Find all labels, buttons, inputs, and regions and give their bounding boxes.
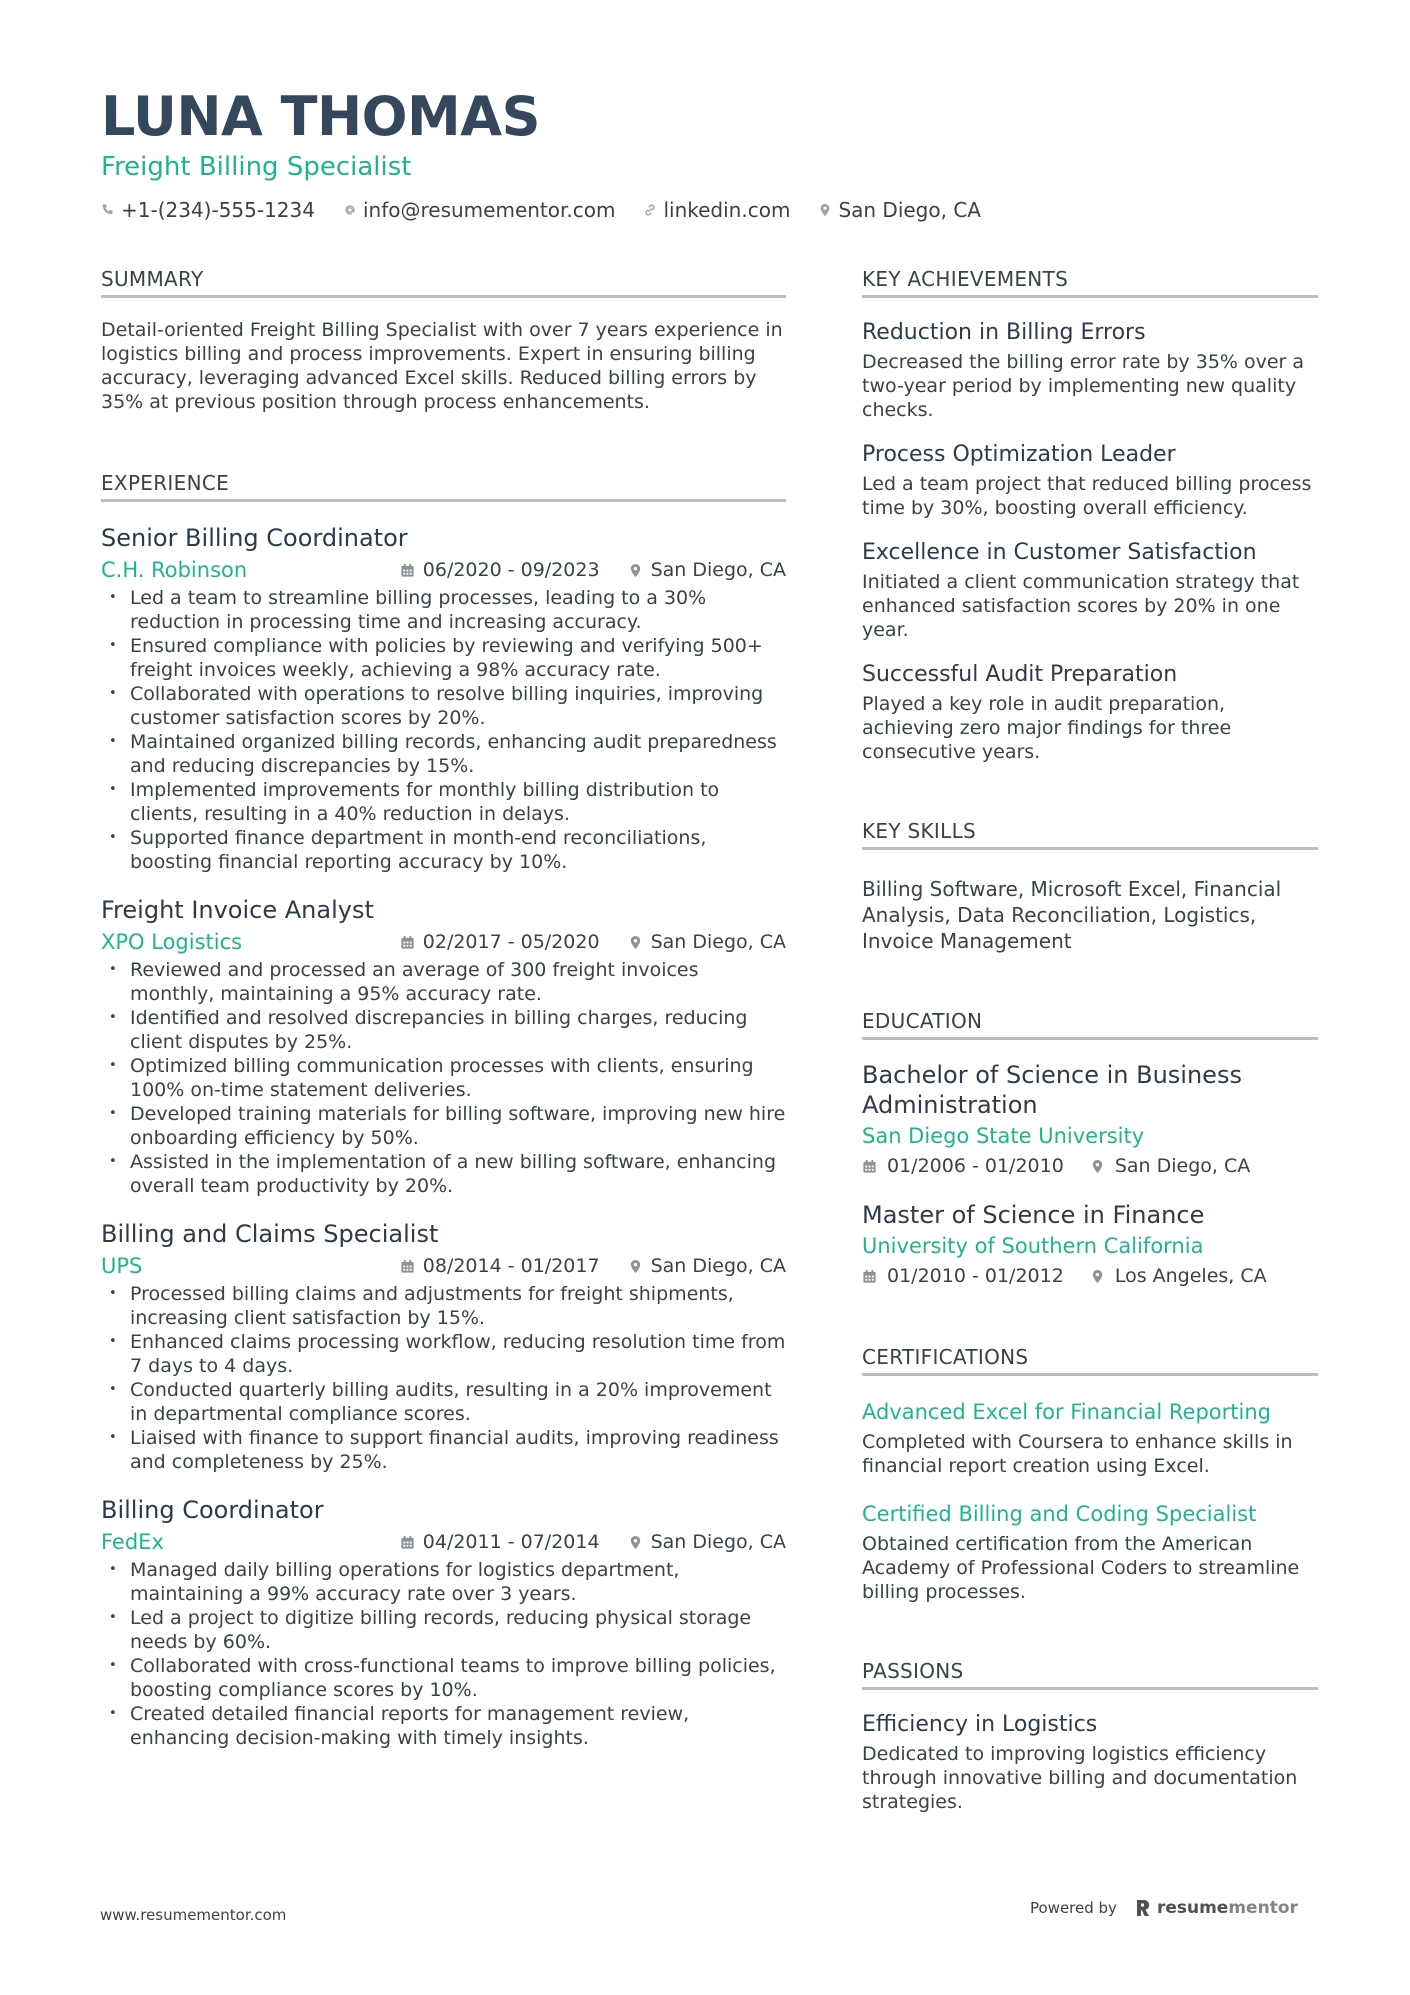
- list-item: • Managed daily billing operations for logistics department, maintaining a 99% accuracy rate over 3 years.: [101, 1558, 786, 1606]
- list-item: • Optimized billing communication processes with clients, ensuring 100% on-time statement deliveries.: [101, 1054, 786, 1102]
- list-item: • Supported finance department in month-end reconciliations, boosting financial reporting accuracy by 10%.: [101, 826, 786, 874]
- experience-heading: EXPERIENCE: [101, 470, 786, 502]
- certification-title: Certified Billing and Coding Specialist: [862, 1502, 1257, 1526]
- job-company: FedEx: [101, 1530, 164, 1554]
- location-pin-icon: [1090, 1159, 1105, 1174]
- job-title: Senior Billing Coordinator: [101, 524, 408, 552]
- job-bullets: [101, 586, 786, 874]
- contact-linkedin[interactable]: [643, 196, 790, 224]
- job-title: Billing Coordinator: [101, 1496, 324, 1524]
- contact-email[interactable]: [343, 196, 615, 224]
- job-dates: [400, 1252, 600, 1280]
- job-title: Freight Invoice Analyst: [101, 896, 374, 924]
- resumementor-logo-icon: [1135, 1899, 1151, 1917]
- achievements-heading: KEY ACHIEVEMENTS: [862, 266, 1318, 298]
- location-pin-icon: [628, 1535, 643, 1550]
- skills-text: Billing Software, Microsoft Excel, Financial Analysis, Data Reconciliation, Logistics, Invoice Management: [862, 877, 1282, 953]
- job-location: [628, 928, 786, 956]
- job-location: [628, 556, 786, 584]
- job-entry: [101, 1494, 786, 1750]
- job-location-text: San Diego, CA: [650, 1255, 786, 1277]
- candidate-name: LUNA THOMAS: [101, 85, 540, 148]
- education-degree: Bachelor of Science in Business Administration: [862, 1061, 1242, 1119]
- certifications-section: [862, 1344, 1318, 1604]
- phone-icon: [101, 203, 115, 217]
- job-meta: [101, 1528, 786, 1556]
- summary-text: Detail-oriented Freight Billing Specialist with over 7 years experience in logistics billing and process improvements. Expert in ensuring billing accuracy, leveraging advanced Excel skills. Reduced billing errors by 35% at previous position through process enhancements.: [101, 319, 783, 413]
- job-bullets: [101, 1558, 786, 1750]
- job-location: [628, 1528, 786, 1556]
- job-location-text: San Diego, CA: [650, 931, 786, 953]
- location-pin-icon: [1090, 1269, 1105, 1284]
- job-dates-text: 04/2011 - 07/2014: [422, 1531, 600, 1553]
- education-item: [862, 1200, 1318, 1290]
- job-entry: [101, 522, 786, 874]
- certification-desc: Completed with Coursera to enhance skills in financial report creation using Excel.: [862, 1431, 1293, 1477]
- location-pin-icon: [818, 203, 832, 217]
- education-dates: [862, 1262, 1064, 1290]
- location-pin-icon: [628, 1259, 643, 1274]
- list-item: • Assisted in the implementation of a new billing software, enhancing overall team productivity by 20%.: [101, 1150, 786, 1198]
- footer-branding: [1030, 1898, 1298, 1918]
- job-company: XPO Logistics: [101, 930, 243, 954]
- education-location-text: San Diego, CA: [1114, 1155, 1251, 1177]
- calendar-icon: [862, 1159, 877, 1174]
- education-meta: [862, 1152, 1318, 1180]
- list-item: • Collaborated with operations to resolve billing inquiries, improving customer satisfaction scores by 20%.: [101, 682, 786, 730]
- achievement-desc: Led a team project that reduced billing process time by 30%, boosting overall efficiency.: [862, 473, 1312, 519]
- list-item: • Led a project to digitize billing records, reducing physical storage needs by 60%.: [101, 1606, 786, 1654]
- job-dates-text: 08/2014 - 01/2017: [422, 1255, 600, 1277]
- skills-section: [862, 818, 1318, 954]
- list-item: • Ensured compliance with policies by reviewing and verifying 500+ freight invoices weekly, achieving a 98% accuracy rate.: [101, 634, 786, 682]
- certifications-heading: CERTIFICATIONS: [862, 1344, 1318, 1376]
- list-item: • Implemented improvements for monthly billing distribution to clients, resulting in a 40% reduction in delays.: [101, 778, 786, 826]
- link-icon: [643, 203, 657, 217]
- job-location: [628, 1252, 786, 1280]
- passions-section: [862, 1658, 1318, 1814]
- calendar-icon: [400, 935, 415, 950]
- education-dates-text: 01/2010 - 01/2012: [887, 1265, 1064, 1287]
- achievement-desc: Decreased the billing error rate by 35% over a two-year period by implementing new quality checks.: [862, 351, 1305, 421]
- list-item: • Led a team to streamline billing processes, leading to a 30% reduction in processing time and increasing accuracy.: [101, 586, 786, 634]
- job-meta: [101, 556, 786, 584]
- education-location: [1090, 1152, 1250, 1180]
- job-dates-text: 02/2017 - 05/2020: [422, 931, 600, 953]
- right-column: [862, 266, 1318, 1814]
- achievement-item: [862, 440, 1318, 520]
- calendar-icon: [400, 1535, 415, 1550]
- education-dates-text: 01/2006 - 01/2010: [887, 1155, 1064, 1177]
- list-item: • Liaised with finance to support financial audits, improving readiness and completeness by 25%.: [101, 1426, 786, 1474]
- education-section: [862, 1008, 1318, 1290]
- linkedin-text: linkedin.com: [663, 198, 791, 222]
- location-pin-icon: [628, 563, 643, 578]
- powered-by-text: Powered by: [1030, 1899, 1117, 1917]
- education-location: [1090, 1262, 1267, 1290]
- education-degree: Master of Science in Finance: [862, 1201, 1205, 1229]
- brand-logo[interactable]: [1135, 1898, 1298, 1918]
- calendar-icon: [400, 563, 415, 578]
- passion-title: Efficiency in Logistics: [862, 1712, 1098, 1737]
- job-meta: [101, 928, 786, 956]
- location-text: San Diego, CA: [838, 198, 981, 222]
- education-item: [862, 1060, 1318, 1180]
- certification-title: Advanced Excel for Financial Reporting: [862, 1400, 1271, 1424]
- passion-desc: Dedicated to improving logistics efficiency through innovative billing and documentation strategies.: [862, 1743, 1298, 1813]
- job-location-text: San Diego, CA: [650, 1531, 786, 1553]
- achievement-title: Successful Audit Preparation: [862, 662, 1178, 687]
- summary-heading: SUMMARY: [101, 266, 786, 298]
- resume-header: [101, 84, 1321, 224]
- list-item: • Enhanced claims processing workflow, reducing resolution time from 7 days to 4 days.: [101, 1330, 786, 1378]
- passions-heading: PASSIONS: [862, 1658, 1318, 1690]
- phone-text: +1-(234)-555-1234: [121, 198, 315, 222]
- location-pin-icon: [628, 935, 643, 950]
- achievement-item: [862, 538, 1318, 642]
- achievement-title: Excellence in Customer Satisfaction: [862, 540, 1257, 565]
- education-heading: EDUCATION: [862, 1008, 1318, 1040]
- job-dates: [400, 928, 600, 956]
- job-title: Billing and Claims Specialist: [101, 1220, 439, 1248]
- summary-section: [101, 266, 786, 414]
- achievement-item: [862, 318, 1318, 422]
- job-bullets: [101, 1282, 786, 1474]
- list-item: • Maintained organized billing records, enhancing audit preparedness and reducing discrepancies by 15%.: [101, 730, 786, 778]
- email-text: info@resumementor.com: [362, 198, 616, 222]
- list-item: • Collaborated with cross-functional teams to improve billing policies, boosting compliance scores by 10%.: [101, 1654, 786, 1702]
- footer-website[interactable]: www.resumementor.com: [100, 1906, 287, 1924]
- list-item: • Processed billing claims and adjustments for freight shipments, increasing client satisfaction by 15%.: [101, 1282, 786, 1330]
- achievements-section: [862, 266, 1318, 764]
- contact-row: [101, 196, 1321, 224]
- job-dates: [400, 556, 600, 584]
- calendar-icon: [400, 1259, 415, 1274]
- job-location-text: San Diego, CA: [650, 559, 786, 581]
- at-icon: [343, 203, 357, 217]
- contact-location: [818, 196, 981, 224]
- job-dates-text: 06/2020 - 09/2023: [422, 559, 600, 581]
- achievement-title: Reduction in Billing Errors: [862, 320, 1146, 345]
- passion-item: [862, 1710, 1318, 1814]
- education-school: University of Southern California: [862, 1234, 1204, 1258]
- contact-phone: [101, 196, 315, 224]
- left-column: [101, 266, 786, 1750]
- experience-section: [101, 470, 786, 1750]
- brand-name-b: mentor: [1228, 1898, 1298, 1918]
- achievement-item: [862, 660, 1318, 764]
- achievement-desc: Initiated a client communication strategy that enhanced satisfaction scores by 20% in one year.: [862, 571, 1300, 641]
- education-dates: [862, 1152, 1064, 1180]
- certification-item: [862, 1398, 1318, 1478]
- achievement-desc: Played a key role in audit preparation, achieving zero major findings for three consecutive years.: [862, 693, 1232, 763]
- job-entry: [101, 894, 786, 1198]
- education-location-text: Los Angeles, CA: [1114, 1265, 1267, 1287]
- calendar-icon: [862, 1269, 877, 1284]
- candidate-title: Freight Billing Specialist: [101, 152, 412, 182]
- list-item: • Reviewed and processed an average of 300 freight invoices monthly, maintaining a 95% accuracy rate.: [101, 958, 786, 1006]
- job-company: C.H. Robinson: [101, 558, 248, 582]
- certification-desc: Obtained certification from the American Academy of Professional Coders to streamline billing processes.: [862, 1533, 1300, 1603]
- list-item: • Identified and resolved discrepancies in billing charges, reducing client disputes by 25%.: [101, 1006, 786, 1054]
- job-bullets: [101, 958, 786, 1198]
- list-item: • Developed training materials for billing software, improving new hire onboarding efficiency by 50%.: [101, 1102, 786, 1150]
- education-school: San Diego State University: [862, 1124, 1145, 1148]
- education-meta: [862, 1262, 1318, 1290]
- job-meta: [101, 1252, 786, 1280]
- achievement-title: Process Optimization Leader: [862, 442, 1176, 467]
- job-company: UPS: [101, 1254, 143, 1278]
- brand-name-a: resume: [1156, 1898, 1229, 1918]
- skills-heading: KEY SKILLS: [862, 818, 1318, 850]
- list-item: • Conducted quarterly billing audits, resulting in a 20% improvement in departmental compliance scores.: [101, 1378, 786, 1426]
- certification-item: [862, 1500, 1318, 1604]
- job-entry: [101, 1218, 786, 1474]
- list-item: • Created detailed financial reports for management review, enhancing decision-making with timely insights.: [101, 1702, 786, 1750]
- job-dates: [400, 1528, 600, 1556]
